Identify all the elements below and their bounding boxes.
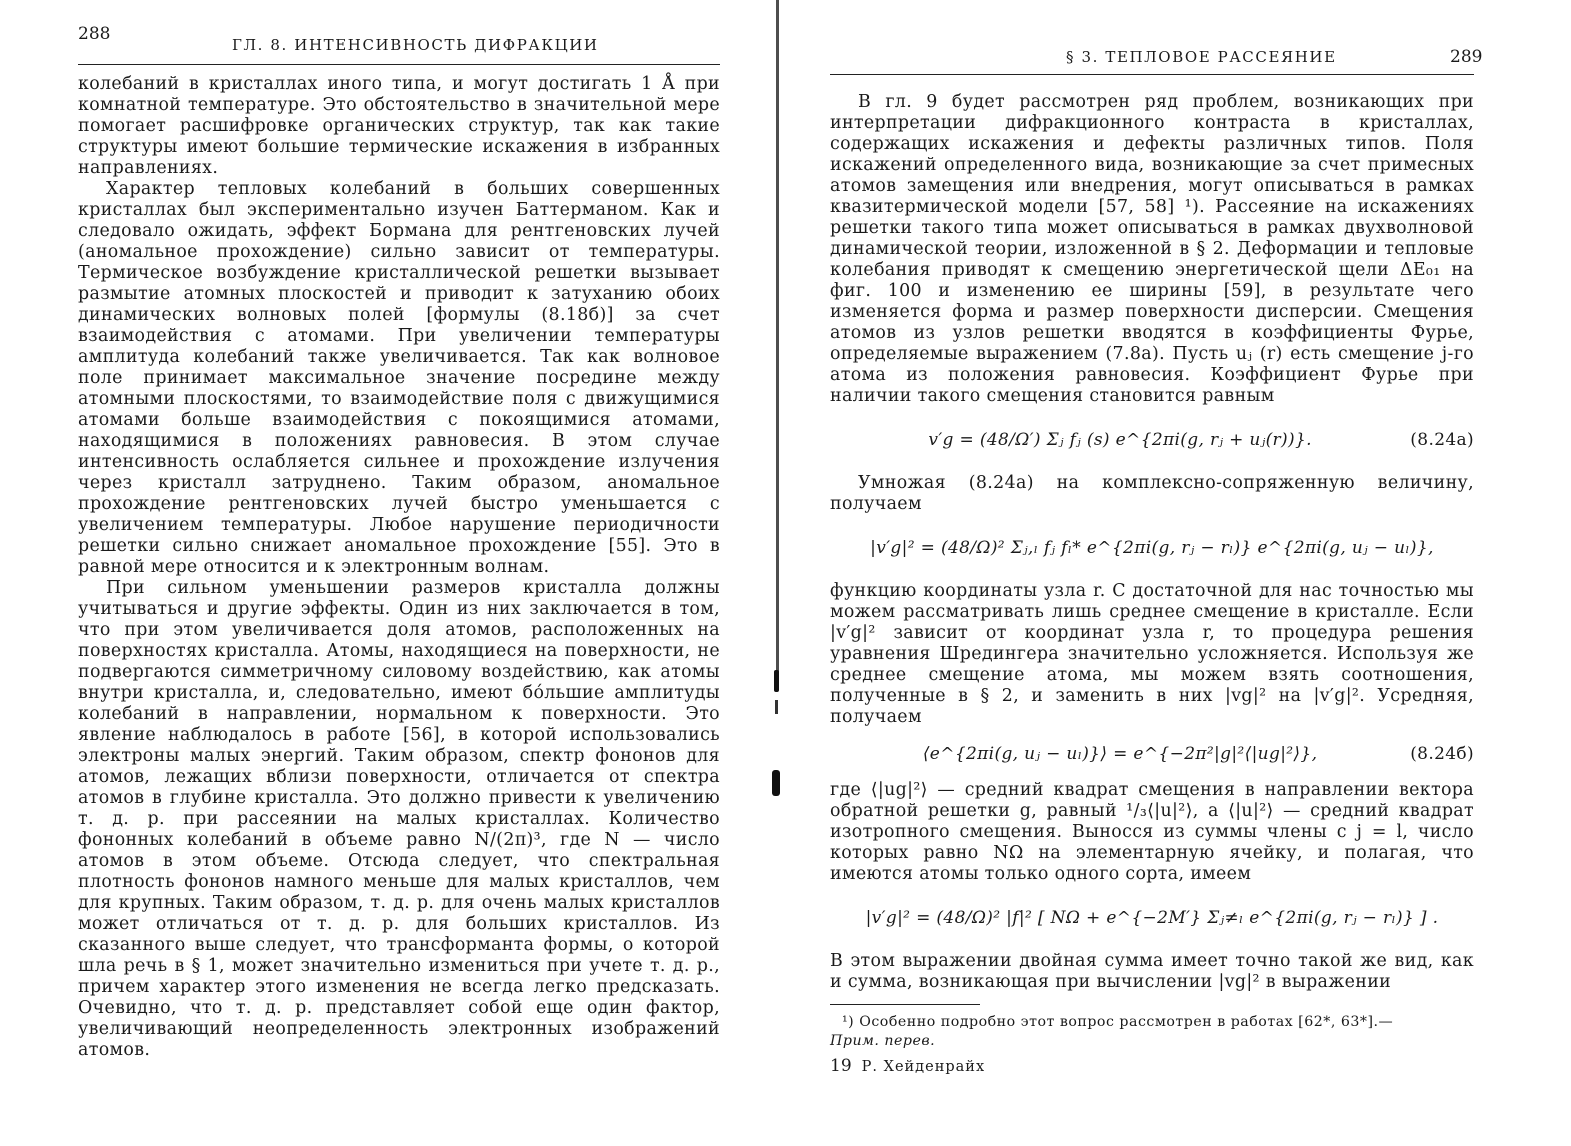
footnote-rule [830, 1004, 980, 1005]
left-paragraph-3: При сильном уменьшении размеров кристалла должны учитываться и другие эффекты. Один из них заключается в том, что при этом увеличивается доля атомов, расположенных на поверхностях кристалла. Атомы, находящиеся на поверхности, не подвергаются симметричному силовому воздействию, как атомы внутри кристалла, и, следовательно, имеют бо́льшие амплитуды колебаний в направлении, нормальном к поверхности. Это явление наблюдалось в работе [56], в которой использовались электроны малых энергий. Таким образом, спектр фононов для атомов, лежащих вблизи поверхности, отличается от спектра атомов в глубине кристалла. Это должно привести к увеличению т. д. р. при рассеянии на малых кристаллах. Количество фононных колебаний в объеме равно N/(2π)³, где N — число атомов в этом объеме. Отсюда следует, что спектральная плотность фононов намного меньше для малых кристаллов, чем для крупных. Таким образом, т. д. р. для очень малых кристаллов может отличаться от т. д. р. для больших кристаллов. Из сказанного выше следует, что трансформанта формы, о которой шла речь в § 1, может значительно измениться при учете т. д. р., причем характер этого изменения не всегда легко предсказать. Очевидно, что т. д. р. представляет собой еще один фактор, увеличивающий неопределенность электронных изображений атомов. [78, 578, 720, 1060]
right-paragraph-2: Умножая (8.24а) на комплексно-сопряженную величину, получаем [830, 473, 1474, 514]
right-page-body [830, 92, 1474, 993]
spine-mark [772, 770, 780, 796]
equation-8-24a [830, 407, 1474, 473]
spine-mark [774, 670, 779, 692]
left-page-header: ГЛ. 8. ИНТЕНСИВНОСТЬ ДИФРАКЦИИ [232, 36, 599, 54]
left-page-number: 288 [78, 24, 111, 44]
equation-8-24b [830, 728, 1474, 780]
left-paragraph-2: Характер тепловых колебаний в больших совершенных кристаллах был экспериментально изучен Баттерманом. Как и следовало ожидать, эффект Бормана для рентгеновских лучей (аномальное прохождение) сильно зависит от температуры. Термическое возбуждение кристаллической решетки вызывает размытие атомных плоскостей и приводит к затуханию обоих динамических волновых полей [формулы (8.18б)] за счет взаимодействия с атомами. При увеличении температуры амплитуда колебаний также увеличивается. Так как волновое поле принимает максимальное значение посредине между атомными плоскостями, то взаимодействие поля с движущимися атомами больше взаимодействия с покоящимися атомами, находящимися в положениях равновесия. В этом случае интенсивность ослабляется сильнее и прохождение излучения через кристалл затруднено. Таким образом, аномальное прохождение рентгеновских лучей быстро уменьшается с увеличением температуры. Любое нарушение периодичности решетки сильно снижает аномальное прохождение [55]. Это в равной мере относится и к электронным волнам. [78, 179, 720, 577]
right-paragraph-4: где ⟨|ug|²⟩ — средний квадрат смещения в направлении вектора обратной решетки g, равный ¹/₃⟨|u|²⟩, а ⟨|u|²⟩ — средний квадрат изотропного смещения. Выносся из суммы члены с j = l, число которых равно NΩ на элементарную ячейку, и полагая, что имеются атомы только одного сорта, имеем [830, 780, 1474, 884]
signature-number: 19 [830, 1056, 852, 1076]
right-paragraph-5: В этом выражении двойная сумма имеет точно такой же вид, как и сумма, возникающая при вычислении |vg|² в выражении [830, 951, 1474, 992]
right-page-header: § 3. ТЕПЛОВОЕ РАССЕЯНИЕ [1066, 48, 1337, 66]
left-page-body [78, 74, 720, 1061]
book-spine [772, 0, 786, 1146]
spine-mark [775, 700, 778, 714]
right-page-number: 289 [1450, 47, 1483, 67]
equation-8-24a-label: (8.24а) [1410, 429, 1474, 450]
footnote-text: ¹) Особенно подробно этот вопрос рассмотрен в работах [62*, 63*].— [842, 1014, 1394, 1030]
left-header-rule [78, 64, 720, 65]
printer-signature [830, 1056, 985, 1076]
right-header-rule [830, 74, 1474, 75]
equation-8-24b-label: (8.24б) [1410, 743, 1474, 764]
footnote-translator-note: Прим. перев. [830, 1033, 936, 1049]
right-paragraph-1: В гл. 9 будет рассмотрен ряд проблем, возникающих при интерпретации дифракционного контраста в кристаллах, содержащих искажения и дефекты различных типов. Поля искажений определенного вида, возникающие за счет примесных атомов замещения или внедрения, могут описываться в рамках квазитермической модели [57, 58] ¹). Рассеяние на искажениях решетки такого типа может описываться в рамках двухволновой динамической теории, изложенной в § 2. Деформации и тепловые колебания приводят к смещению энергетической щели ΔE₀₁ на фиг. 100 и изменению ее ширины [59], в результате чего изменяется форма и размер поверхности дисперсии. Смещения атомов из узлов решетки вводятся в коэффициенты Фурье, определяемые выражением (7.8а). Пусть uⱼ (r) есть смещение j-го атома из положения равновесия. Коэффициент Фурье при наличии такого смещения становится равным [830, 92, 1474, 406]
left-page [0, 0, 760, 1146]
equation-unnumbered-2-expression: |v′g|² = (48/Ω)² |f|² [ NΩ + e^{−2M′} Σⱼ≠ₗ e^{2πi(g, rⱼ − rₗ)} ] . [865, 907, 1439, 928]
signature-name: Р. Хейденрайх [861, 1059, 986, 1075]
equation-unnumbered-2 [830, 885, 1474, 951]
left-paragraph-1: колебаний в кристаллах иного типа, и могут достигать 1 Å при комнатной температуре. Это обстоятельство в значительной мере помогает расшифровке органических структур, так как такие структуры имеют большие термические искажения в избранных направлениях. [78, 74, 720, 178]
equation-8-24b-expression: ⟨e^{2πi(g, uⱼ − uₗ)}⟩ = e^{−2π²|g|²⟨|ug|²⟩}, [922, 743, 1318, 764]
right-paragraph-3: функцию координаты узла r. С достаточной для нас точностью мы можем рассматривать лишь среднее смещение в кристалле. Если |v′g|² зависит от координат узла r, то процедура решения уравнения Шредингера значительно усложняется. Используя же среднее смещение атома, мы можем взять соотношения, полученные в § 2, и заменить в них |vg|² на |v′g|². Усредняя, получаем [830, 581, 1474, 727]
equation-unnumbered-1-expression: |v′g|² = (48/Ω)² Σⱼ,ₗ fⱼ fₗ* e^{2πi(g, rⱼ − rₗ)} e^{2πi(g, uⱼ − uₗ)}, [870, 537, 1434, 558]
footnote [830, 1013, 1474, 1051]
spine-shadow [776, 0, 779, 680]
equation-unnumbered-1 [830, 515, 1474, 581]
right-page [790, 0, 1571, 1146]
equation-8-24a-expression: v′g = (48/Ω′) Σⱼ fⱼ (s) e^{2πi(g, rⱼ + uⱼ(r))}. [928, 429, 1312, 450]
